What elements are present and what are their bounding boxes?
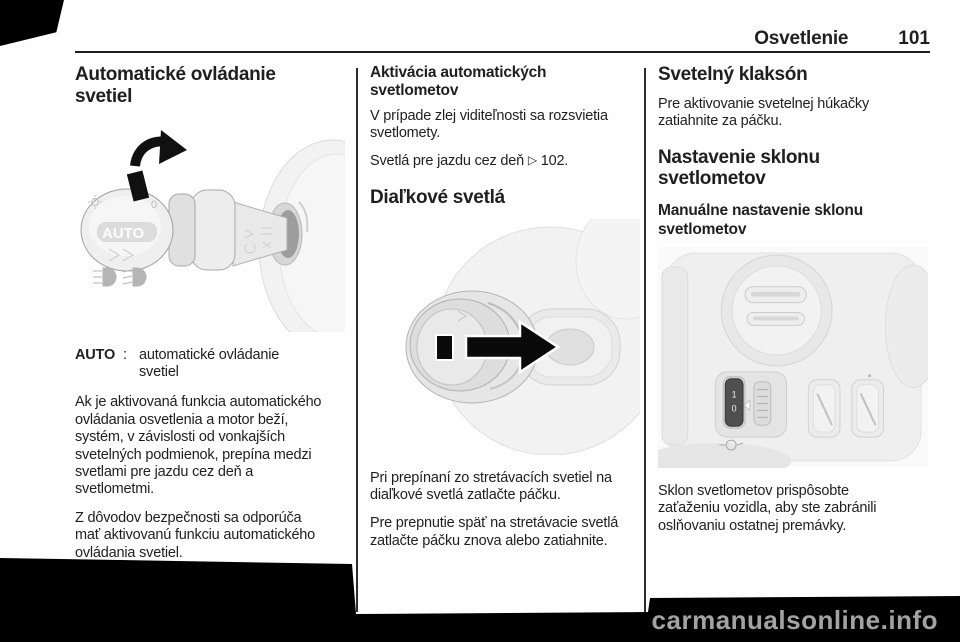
rocker-switch	[852, 374, 884, 437]
rocker-switch	[808, 380, 840, 437]
heading-headlamp-flash: Svetelný klaksón	[658, 64, 808, 85]
heading-automatic-light-control: Automatické ovládanie svetiel	[75, 64, 276, 107]
position-zero-label: 0	[151, 198, 158, 211]
column-middle	[370, 64, 642, 561]
paragraph-drl-reference	[370, 153, 622, 170]
column-right	[658, 64, 920, 546]
paragraph-switch-to-high-beam: Pri prepínaní zo stretávacích svetiel na diaľkové svetlá zatlačte páčku.	[370, 469, 612, 503]
definition-term: AUTO	[75, 346, 116, 363]
heading-beam-levelling: Nastavenie sklonu svetlometov	[658, 146, 820, 190]
column-left	[75, 64, 347, 573]
heading-manual-levelling: Manuálne nastavenie sklonu svetlometov	[658, 202, 863, 238]
watermark-link[interactable]: carmanualsonline.info	[651, 605, 938, 635]
scan-corner-artifact	[0, 0, 64, 46]
column-divider	[356, 68, 358, 612]
drl-reference-text: Svetlá pre jazdu cez deň	[370, 153, 524, 170]
paragraph-switch-back: Pre prepnutie späť na stretávacie svetlá zatlačte páčku znova alebo zatiahnite.	[370, 515, 619, 549]
heading-high-beam: Diaľkové svetlá	[370, 186, 505, 208]
wheel-digit-0: 0	[731, 403, 737, 414]
light-stalk-illustration	[75, 118, 345, 337]
wheel-digit-1: 1	[731, 389, 737, 400]
paragraph-headlamp-flash: Pre aktivovanie svetelnej húkačky zatiahnite za páčku.	[658, 95, 870, 130]
levelling-control-illustration	[658, 246, 928, 473]
paragraph-safety-recommendation: Z dôvodov bezpečnosti sa odporúča mať aktivovanú funkciu automatického ovládania svetiel.	[75, 509, 316, 561]
stalk-push-illustration	[370, 219, 640, 460]
column-divider	[644, 68, 646, 612]
paragraph-auto-function: Ak je aktivovaná funkcia automatického ovládania osvetlenia a motor beží, systém, v závislosti od vonkajších svetelných podmienok, prepína medzi svetlami pre jazdu cez deň a svetlometmi.	[75, 394, 322, 498]
drl-reference-page: 102.	[540, 153, 569, 170]
section-title: Osvetlenie	[754, 28, 849, 49]
page-header	[75, 28, 930, 52]
header-rule	[75, 51, 930, 53]
auto-label: AUTO	[102, 224, 145, 242]
page-number: 101	[898, 28, 930, 49]
rotate-arrow-icon	[127, 130, 187, 202]
auto-definition	[75, 347, 347, 382]
definition-colon: :	[123, 346, 127, 363]
paragraph-visibility: V prípade zlej viditeľnosti sa rozsvietia svetlomety.	[370, 107, 608, 141]
heading-activation-auto-headlamps: Aktivácia automatických svetlometov	[370, 64, 547, 100]
paragraph-adjust-to-load: Sklon svetlometov prispôsobte zaťaženiu vozidla, aby ste zabránili oslňovaniu ostatnej premávky.	[658, 482, 877, 534]
definition-text: automatické ovládanie svetiel	[139, 346, 280, 381]
reference-arrow-icon: ▷	[527, 153, 537, 168]
